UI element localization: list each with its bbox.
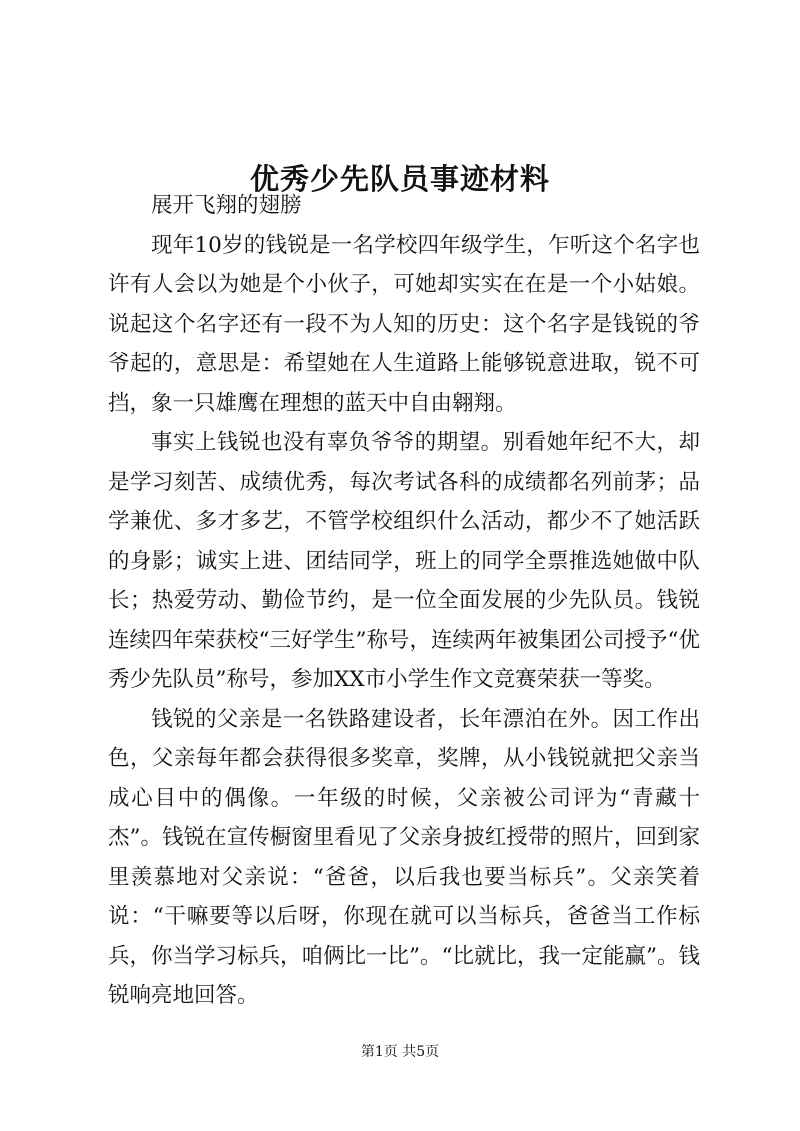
subtitle-paragraph: 展开飞翔的翅膀	[151, 193, 302, 218]
body-paragraph: 现年10岁的钱锐是一名学校四年级学生，乍听这个名字也许有人会以为她是个小伙子，可她却实实在在是一个小姑娘。说起这个名字还有一段不为人知的历史：这个名字是钱锐的爷爷起的，意思是：希望她在人生道路上能够锐意进取，锐不可挡，象一只雄鹰在理想的蓝天中自由翱翔。	[108, 232, 700, 416]
page-footer: 第1页 共5页	[360, 1044, 440, 1060]
body-paragraph: 钱锐的父亲是一名铁路建设者，长年漂泊在外。因工作出色，父亲每年都会获得很多奖章，奖牌，从小钱锐就把父亲当成心目中的偶像。一年级的时候，父亲被公司评为“青藏十杰”。钱锐在宣传橱窗里看见了父亲身披红授带的照片，回到家里羡慕地对父亲说：“爸爸，以后我也要当标兵”。父亲笑着说：“干嘛要等以后呀，你现在就可以当标兵，爸爸当工作标兵，你当学习标兵，咱俩比一比”。“比就比，我一定能赢”。钱锐响亮地回答。	[108, 706, 700, 1008]
body-paragraph: 事实上钱锐也没有辜负爷爷的期望。别看她年纪不大，却是学习刻苦、成绩优秀，每次考试各科的成绩都名列前茅；品学兼优、多才多艺，不管学校组织什么活动，都少不了她活跃的身影；诚实上进、团结同学，班上的同学全票推选她做中队长；热爱劳动、勤俭节约，是一位全面发展的少先队员。钱锐连续四年荣获校“三好学生”称号，连续两年被集团公司授予“优秀少先队员”称号，参加XX市小学生作文竞赛荣获一等奖。	[108, 430, 700, 692]
document-title: 优秀少先队员事迹材料	[249, 162, 550, 197]
document-body	[108, 186, 700, 1016]
